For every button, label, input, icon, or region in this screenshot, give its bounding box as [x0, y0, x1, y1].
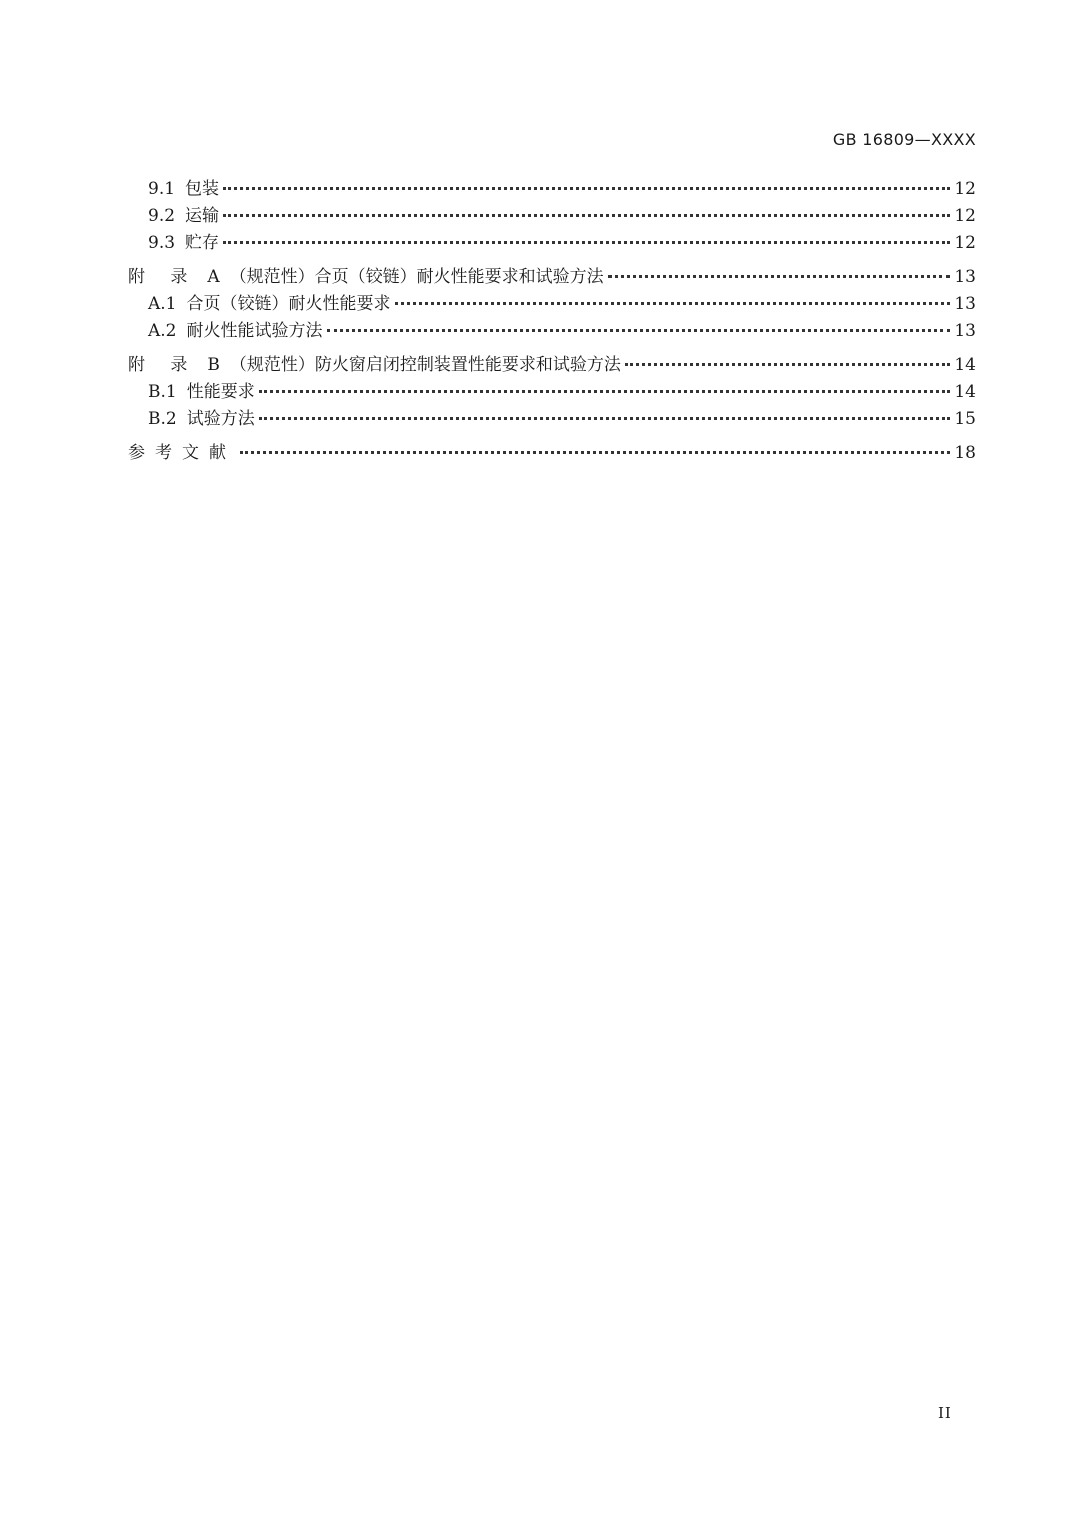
toc-entry-title: （规范性）合页（铰链）耐火性能要求和试验方法: [229, 267, 604, 287]
toc-entry-page: 15: [954, 409, 976, 429]
toc-entry-title: 合页（铰链）耐火性能要求: [186, 294, 391, 314]
toc-leader-dots: [327, 325, 951, 332]
toc-entry-page: 14: [954, 355, 976, 375]
toc-entry-number: 9.2: [148, 206, 176, 226]
toc-entry-title: 包装: [185, 179, 220, 199]
toc-entry-number: 9.1: [148, 179, 176, 199]
toc-entry-number: A.1: [148, 294, 177, 314]
toc-entry-number: A.2: [148, 321, 177, 341]
toc-bibliography-entry[interactable]: [128, 440, 976, 467]
toc-entry[interactable]: [128, 318, 976, 345]
toc-leader-dots: [240, 447, 950, 454]
toc-annex-prefix: 附 录: [128, 267, 198, 287]
toc-entry-page: 13: [954, 267, 976, 287]
toc-entry-page: 18: [954, 443, 976, 463]
toc-leader-dots: [223, 237, 950, 244]
toc-entry-page: 14: [954, 382, 976, 402]
toc-entry-page: 12: [954, 233, 976, 253]
toc-entry-page: 12: [954, 179, 976, 199]
table-of-contents: [128, 176, 976, 467]
toc-entry-title: 运输: [185, 206, 220, 226]
toc-annex-letter: B: [207, 355, 220, 375]
document-id-header: GB 16809—XXXX: [832, 130, 976, 149]
toc-annex-letter: A: [207, 267, 220, 287]
toc-leader-dots: [608, 271, 950, 278]
toc-entry-page: 12: [954, 206, 976, 226]
toc-entry-page: 13: [954, 321, 976, 341]
toc-entry[interactable]: [128, 406, 976, 433]
toc-entry-title: 试验方法: [186, 409, 255, 429]
toc-entry-title: 参考文献: [128, 443, 236, 463]
page-number: II: [938, 1404, 952, 1422]
toc-entry-number: 9.3: [148, 233, 176, 253]
toc-leader-dots: [259, 386, 950, 393]
toc-entry[interactable]: [128, 291, 976, 318]
toc-entry-number: B.2: [148, 409, 177, 429]
toc-entry-title: 性能要求: [186, 382, 255, 402]
toc-annex-prefix: 附 录: [128, 355, 198, 375]
toc-entry[interactable]: [128, 203, 976, 230]
toc-leader-dots: [259, 413, 950, 420]
toc-leader-dots: [223, 210, 950, 217]
toc-annex-entry[interactable]: [128, 264, 976, 291]
toc-annex-entry[interactable]: [128, 352, 976, 379]
toc-entry[interactable]: [128, 379, 976, 406]
toc-leader-dots: [625, 359, 950, 366]
toc-leader-dots: [223, 183, 950, 190]
toc-entry-title: 耐火性能试验方法: [186, 321, 323, 341]
toc-entry[interactable]: [128, 230, 976, 257]
toc-entry[interactable]: [128, 176, 976, 203]
toc-entry-title: （规范性）防火窗启闭控制装置性能要求和试验方法: [229, 355, 621, 375]
toc-entry-title: 贮存: [185, 233, 220, 253]
toc-leader-dots: [395, 298, 951, 305]
toc-entry-number: B.1: [148, 382, 177, 402]
toc-entry-page: 13: [954, 294, 976, 314]
